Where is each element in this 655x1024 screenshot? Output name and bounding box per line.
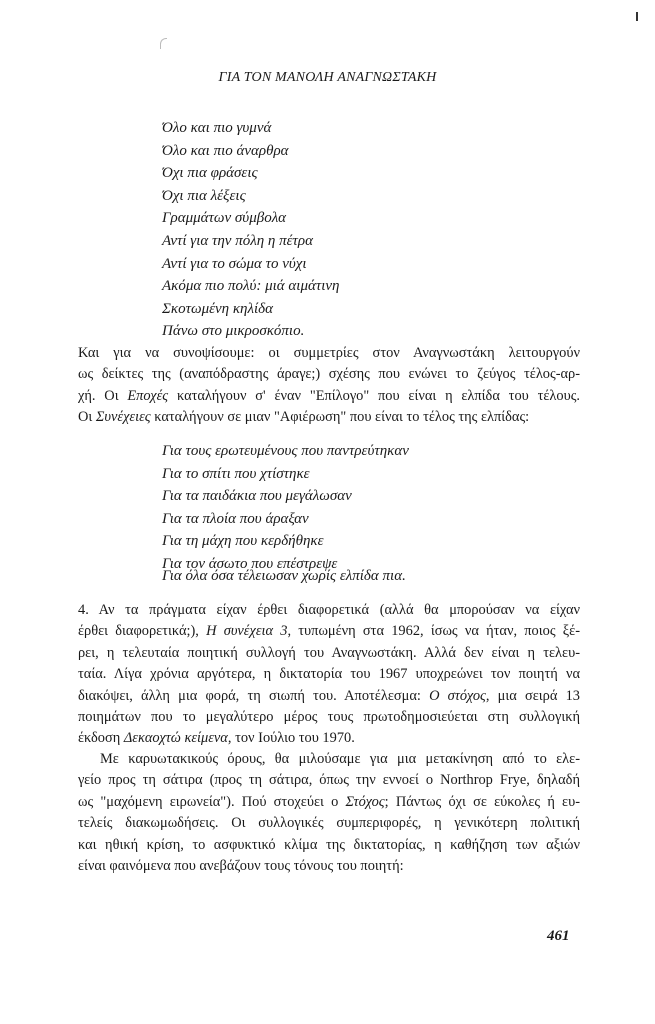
text-line: 4. Αν τα πράγματα είχαν έρθει διαφορετικά (αλλά θα μπορούσαν να είχαν [78,602,580,618]
text-line: Με καρυωτακικούς όρους, θα μιλούσαμε για μια μετακίνηση από το ελε- [100,751,580,767]
text-line: έρθει διαφορετικά;), Η συνέχεια 3, τυπωμένη στα 1962, ίσως να ήταν, ποιος ξέ- [78,623,580,640]
book-title-stochos: Ο στόχος [429,687,486,704]
section-heading: ΓΙΑ ΤΟΝ ΜΑΝΟΛΗ ΑΝΑΓΝΩΣΤΑΚΗ [218,70,437,85]
verse-line: Αντί για την πόλη η πέτρα [162,232,313,249]
text-line: ταία. Λίγα χρόνια αργότερα, η δικτατορία του 1967 υποχρεώνει τον ποιητή να [78,666,580,683]
poem-excerpt-1 [162,117,340,343]
page-number: 461 [547,928,570,944]
verse-line: Για τους ερωτευμένους που παντρεύτηκαν [162,443,409,459]
verse-line: Όχι πια φράσεις [162,165,258,182]
verse-line: Για το σπίτι που χτίστηκε [162,465,310,482]
text-line: Και για να συνοψίσουμε: οι συμμετρίες στον Αναγνωστάκη λειτουργούν [78,345,580,361]
paragraph-section-4 [78,600,580,750]
text-line: και ηθική κρίση, το ασφυκτικό κλίμα της δικτατορίας, η καθήζηση των αξιών [78,836,580,853]
book-title-epoches: Εποχές [127,387,169,404]
text-line: ποιημάτων που το μεγαλύτερο μέρος τους πρωτοδημοσιεύεται στη συλλογική [78,709,580,726]
poem-excerpt-2 [162,440,409,576]
scan-artifact [160,38,167,49]
verse-line: Όλο και πιο γυμνά [162,120,272,136]
text-line: ως "μαχόμενη ειρωνεία"). Πού στοχεύει ο Στόχος; Πάντως όχι σε εύκολες ή ευ- [78,793,580,810]
verse-line: Για τον άσωτο που επέστρεψε [162,555,338,572]
verse-line: Αντί για το σώμα το νύχι [162,255,307,272]
verse-line: Για τα παιδάκια που μεγάλωσαν [162,488,352,505]
verse-line-final: Για όλα όσα τέλειωσαν χωρίς ελπίδα πια. [162,568,406,584]
text-line: ρει, η τελευταία ποιητική συλλογή του Αναγνωστάκη. Αλλά δεν είναι η τελευ- [78,644,580,661]
book-title-synecheia-3: Η συνέχεια 3 [206,623,288,640]
text-line: είναι φαινόμενα που ανεβάζουν τους τόνους του ποιητή: [78,858,404,875]
verse-line: Ακόμα πιο πολύ: μιά αιμάτινη [162,278,340,295]
verse-line: Για τη μάχη που κερδήθηκε [162,533,324,550]
verse-line: Για τα πλοία που άραξαν [162,510,309,527]
verse-line: Γραμμάτων σύμβολα [162,210,287,227]
verse-line: Σκοτωμένη κηλίδα [162,300,274,317]
scan-edge-mark [636,12,638,21]
text-line: διακόψει, άλλη μια φορά, τη σιωπή του. Αποτέλεσμα: Ο στόχος, μια σειρά 13 [78,687,580,704]
verse-line: Όλο και πιο άναρθρα [162,142,289,159]
text-line: χή. Οι Εποχές καταλήγουν σ' έναν "Επίλογο" που είναι η ελπίδα του τέλους. [78,387,580,404]
text-line: ως δείκτες της (αναπόδραστης άραγε;) σχέσης που ενώνει το ζεύγος τέλος-αρ- [78,366,580,383]
text-line: έκδοση Δεκαοχτώ κείμενα, τον Ιούλιο του 1970. [78,730,355,747]
text-line: Οι Συνέχειες καταλήγουν σε μιαν "Αφιέρωση" που είναι το τέλος της ελπίδας: [78,409,530,426]
verse-line: Όχι πια λέξεις [162,187,246,204]
verse-line: Πάνω στο μικροσκόπιο. [162,323,305,340]
text-line: γείο προς τη σάτιρα (προς τη σάτιρα, όπως την εννοεί ο Northrop Frye, δηλαδή [78,772,580,789]
paragraph-satire [78,749,580,877]
book-title-stochos-2: Στόχος [345,793,385,810]
book-title-dekaochto-keimena: Δεκαοχτώ κείμενα [123,730,228,747]
paragraph-summary [78,343,580,429]
text-line: τελείς διακωμωδήσεις. Οι συλλογικές συμπεριφορές, η γενικότερη πολιτική [78,815,580,832]
book-title-synecheies: Συνέχειες [95,409,151,426]
